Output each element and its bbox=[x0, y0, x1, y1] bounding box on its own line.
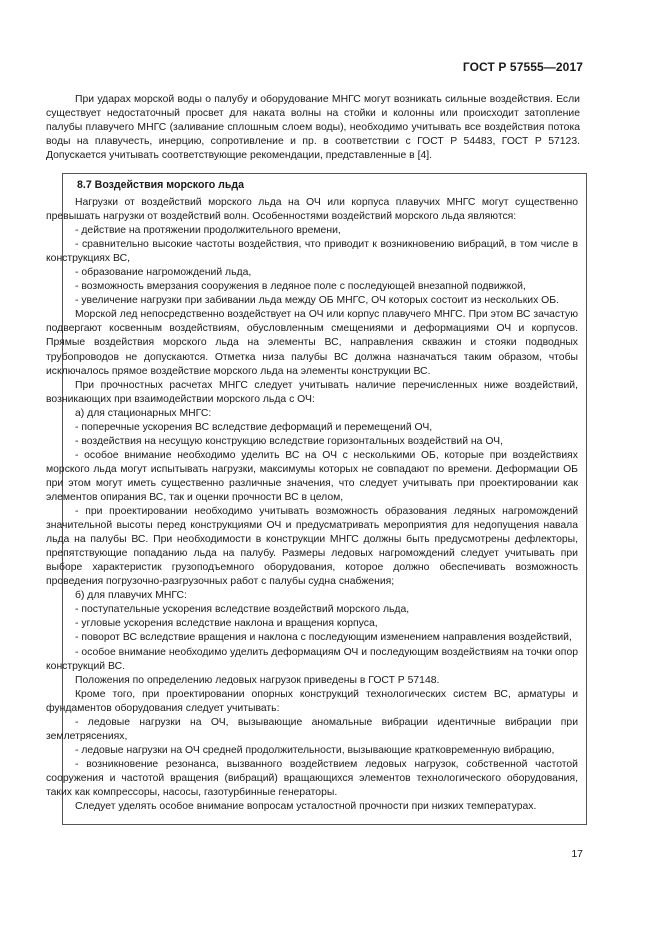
list-item: а) для стационарных МНГС: bbox=[75, 407, 212, 419]
list-item: - угловые ускорения вследствие наклона и вращения корпуса, bbox=[75, 618, 378, 630]
list-item: - поступательные ускорения вследствие воздействий морского льда, bbox=[75, 604, 410, 616]
body-paragraph: Морской лед непосредственно воздействует на ОЧ или корпус плавучего МНГС. При этом ВС зачастую подвергают косвенным воздействиям, обусловленным смещениями и деформациями ОЧ и корпусов. Прямые воздействия морского льда на элементы ВС, направления скважин и стояки подводных трубопроводов не допускаются. Отметка низа палубы ВС должна назначаться таким образом, чтобы исключалось прямое воздействие морского льда на элементы конструкции ВС. bbox=[46, 309, 578, 377]
intro-paragraph: При ударах морской воды о палубу и оборудование МНГС могут возникать сильные воздействия. Если существует недостаточный просвет для наката волны на стойки и колонны или происходит затопление палубы плавучего МНГС (заливание сплошным слоем воды), необходимо учитывать все воздействия потока воды на плавучесть, инерцию, сопротивление и пр. в соответствии с ГОСТ Р 54483, ГОСТ Р 57123. Допускается учитывать соответствующие рекомендации, представленные в [4]. bbox=[46, 94, 580, 162]
list-item: - воздействия на несущую конструкцию вследствие горизонтальных воздействий на ОЧ, bbox=[75, 435, 503, 447]
list-item: - при проектировании необходимо учитывать возможность образования ледяных нагромождений значительной высоты перед конструкциями ОЧ и предусматривать мероприятия для недопущения навала льда на палубы ВС. При необходимости в конструкции МНГС должны быть предусмотрены дефлекторы, препятствующие попаданию льда на палубу. Размеры ледовых нагромождений следует учитывать при выборе характеристик грузоподъемного оборудования, которое должно обеспечивать возможность проведения погрузочно-разгрузочных работ с палубы судна снабжения; bbox=[46, 506, 578, 588]
section-heading: 8.7 Воздействия морского льда bbox=[77, 179, 244, 191]
section-body bbox=[46, 196, 578, 814]
list-item: - возникновение резонанса, вызванного воздействием ледовых нагрузок, собственной частотой сооружения и частотой вращения (вибраций) вращающихся элементов технологического оборудования, таких как компрессоры, насосы, газотурбинные генераторы. bbox=[46, 758, 578, 798]
body-paragraph: Следует уделять особое внимание вопросам усталостной прочности при низких температурах. bbox=[75, 801, 537, 813]
list-item: б) для плавучих МНГС: bbox=[75, 590, 187, 602]
list-item: - поворот ВС вследствие вращения и наклона с последующим изменением направления воздействий, bbox=[75, 632, 572, 644]
list-item: - особое внимание необходимо уделить ВС на ОЧ с несколькими ОБ, которые при воздействиях морского льда могут испытывать нагрузки, максимумы которых не совпадают по времени. Деформации ОБ при этом могут иметь существенно различные значения, что следует учитывать при проектировании как элементов опирания ВС, так и оценки прочности ВС в целом, bbox=[46, 449, 578, 503]
body-paragraph: Кроме того, при проектировании опорных конструкций технологических систем ВС, арматуры и фундаментов оборудования следует учитывать: bbox=[46, 688, 578, 714]
list-item: - ледовые нагрузки на ОЧ средней продолжительности, вызывающие кратковременную вибрацию, bbox=[75, 744, 555, 756]
body-paragraph: Положения по определению ледовых нагрузок приведены в ГОСТ Р 57148. bbox=[75, 674, 440, 686]
document-header: ГОСТ Р 57555—2017 bbox=[462, 60, 583, 74]
page-number: 17 bbox=[571, 848, 583, 860]
body-paragraph: Нагрузки от воздействий морского льда на ОЧ или корпуса плавучих МНГС могут существенно превышать нагрузки от воздействий волн. Особенностями воздействий морского льда являются: bbox=[46, 197, 578, 223]
list-item: - сравнительно высокие частоты воздействия, что приводит к возникновению вибраций, в том числе в конструкциях ВС, bbox=[46, 239, 578, 265]
list-item: - поперечные ускорения ВС вследствие деформаций и перемещений ОЧ, bbox=[75, 421, 433, 433]
body-paragraph: При прочностных расчетах МНГС следует учитывать наличие перечисленных ниже воздействий, возникающих при взаимодействии морского льда с ОЧ: bbox=[46, 379, 578, 405]
list-item: - возможность вмерзания сооружения в ледяное поле с последующей внезапной подвижкой, bbox=[75, 281, 526, 293]
list-item: - ледовые нагрузки на ОЧ, вызывающие аномальные вибрации идентичные вибрации при землетрясениях, bbox=[46, 716, 578, 742]
list-item: - увеличение нагрузки при забивании льда между ОБ МНГС, ОЧ которых состоит из нескольких ОБ. bbox=[75, 295, 559, 307]
list-item: - особое внимание необходимо уделить деформациям ОЧ и последующим воздействиям на точки опор конструкций ВС. bbox=[46, 646, 578, 672]
list-item: - образование нагромождений льда, bbox=[75, 267, 252, 279]
list-item: - действие на протяжении продолжительного времени, bbox=[75, 225, 341, 237]
